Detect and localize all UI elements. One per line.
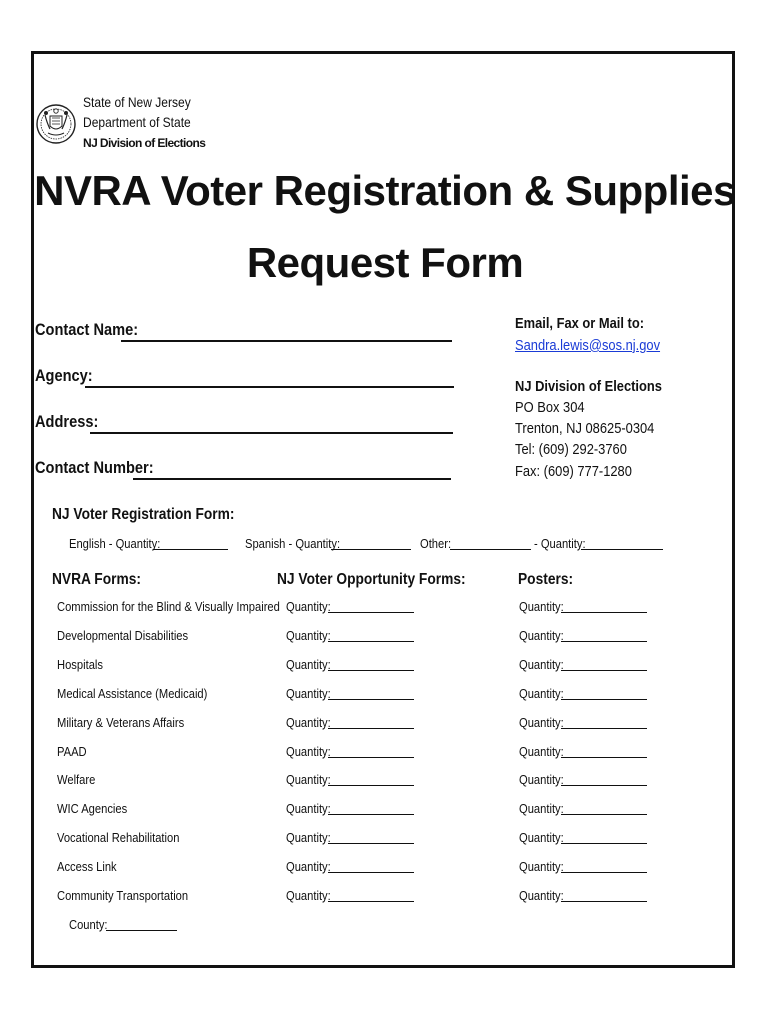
nvra-form-label: Welfare (57, 772, 96, 787)
send-to-heading: Email, Fax or Mail to: (515, 315, 645, 332)
form-title-line1: NVRA Voter Registration & Supplies (34, 167, 736, 214)
other-qty-line[interactable] (581, 538, 663, 550)
address-label: Address: (35, 412, 99, 431)
send-to-tel: Tel: (609) 292-3760 (515, 441, 627, 458)
poster-quantity-label: Quantity: (519, 859, 564, 874)
poster-quantity-label: Quantity: (519, 744, 564, 759)
agency-line[interactable] (85, 372, 454, 388)
nvra-form-label: Developmental Disabilities (57, 628, 189, 643)
other-qty-label: - Quantity: (534, 536, 586, 551)
header-division: NJ Division of Elections (83, 136, 206, 150)
county-label: County: (69, 917, 108, 932)
poster-quantity-line[interactable] (561, 717, 647, 729)
header-department: Department of State (83, 114, 191, 130)
opportunity-quantity-label: Quantity: (286, 772, 331, 787)
opportunity-quantity-line[interactable] (328, 659, 414, 671)
nvra-form-label: WIC Agencies (57, 801, 128, 816)
contact-name-label: Contact Name: (35, 320, 139, 339)
send-to-po-box: PO Box 304 (515, 399, 585, 416)
nvra-form-label: Commission for the Blind & Visually Impaired (57, 599, 280, 614)
nvra-form-label: Hospitals (57, 657, 103, 672)
nvra-form-label: Military & Veterans Affairs (57, 715, 185, 730)
poster-quantity-line[interactable] (561, 803, 647, 815)
contact-number-line[interactable] (133, 464, 451, 480)
english-qty-line[interactable] (153, 538, 228, 550)
other-line[interactable] (450, 538, 531, 550)
poster-quantity-label: Quantity: (519, 888, 564, 903)
poster-quantity-label: Quantity: (519, 599, 564, 614)
poster-quantity-line[interactable] (561, 890, 647, 902)
nj-state-seal-icon (36, 89, 76, 159)
poster-quantity-line[interactable] (561, 688, 647, 700)
opportunity-quantity-label: Quantity: (286, 830, 331, 845)
opportunity-quantity-label: Quantity: (286, 599, 331, 614)
nvra-form-label: Medical Assistance (Medicaid) (57, 686, 208, 701)
opportunity-quantity-line[interactable] (328, 746, 414, 758)
send-to-city: Trenton, NJ 08625-0304 (515, 420, 655, 437)
opportunity-quantity-label: Quantity: (286, 744, 331, 759)
poster-quantity-line[interactable] (561, 774, 647, 786)
nvra-form-label: PAAD (57, 744, 87, 759)
poster-quantity-line[interactable] (561, 746, 647, 758)
poster-quantity-line[interactable] (561, 861, 647, 873)
opportunity-quantity-label: Quantity: (286, 686, 331, 701)
opportunity-quantity-line[interactable] (328, 890, 414, 902)
poster-quantity-label: Quantity: (519, 628, 564, 643)
opportunity-quantity-line[interactable] (328, 630, 414, 642)
poster-quantity-line[interactable] (561, 630, 647, 642)
voter-reg-heading: NJ Voter Registration Form: (52, 506, 235, 523)
form-title-line2: Request Form (246, 239, 524, 286)
other-label: Other: (420, 536, 452, 551)
opportunity-quantity-label: Quantity: (286, 715, 331, 730)
poster-quantity-line[interactable] (561, 601, 647, 613)
opportunity-quantity-line[interactable] (328, 717, 414, 729)
address-line[interactable] (90, 418, 453, 434)
spanish-qty-label: Spanish - Quantity: (245, 536, 341, 551)
opportunity-quantity-label: Quantity: (286, 657, 331, 672)
nvra-form-label: Vocational Rehabilitation (57, 830, 180, 845)
poster-quantity-label: Quantity: (519, 830, 564, 845)
county-line[interactable] (106, 919, 177, 931)
poster-quantity-label: Quantity: (519, 801, 564, 816)
opportunity-quantity-line[interactable] (328, 774, 414, 786)
poster-quantity-label: Quantity: (519, 686, 564, 701)
opportunity-quantity-line[interactable] (328, 832, 414, 844)
send-to-org: NJ Division of Elections (515, 378, 662, 395)
send-to-fax: Fax: (609) 777-1280 (515, 463, 632, 480)
opportunity-quantity-label: Quantity: (286, 859, 331, 874)
opportunity-quantity-line[interactable] (328, 601, 414, 613)
email-link[interactable]: Sandra.lewis@sos.nj.gov (515, 337, 661, 354)
english-qty-label: English - Quantity: (69, 536, 161, 551)
agency-label: Agency: (35, 366, 93, 385)
header-state: State of New Jersey (83, 94, 191, 110)
nvra-form-label: Community Transportation (57, 888, 189, 903)
opportunity-quantity-line[interactable] (328, 688, 414, 700)
poster-quantity-label: Quantity: (519, 715, 564, 730)
poster-quantity-line[interactable] (561, 832, 647, 844)
contact-number-label: Contact Number: (35, 458, 154, 477)
opportunity-quantity-line[interactable] (328, 803, 414, 815)
poster-quantity-line[interactable] (561, 659, 647, 671)
opportunity-quantity-label: Quantity: (286, 801, 331, 816)
nvra-form-label: Access Link (57, 859, 117, 874)
opportunity-quantity-label: Quantity: (286, 888, 331, 903)
contact-name-line[interactable] (121, 326, 452, 342)
opportunity-quantity-label: Quantity: (286, 628, 331, 643)
poster-quantity-label: Quantity: (519, 657, 564, 672)
nvra-forms-heading: NVRA Forms: (52, 571, 141, 588)
opportunity-forms-heading: NJ Voter Opportunity Forms: (277, 571, 466, 588)
spanish-qty-line[interactable] (331, 538, 411, 550)
opportunity-quantity-line[interactable] (328, 861, 414, 873)
posters-heading: Posters: (518, 571, 574, 588)
poster-quantity-label: Quantity: (519, 772, 564, 787)
